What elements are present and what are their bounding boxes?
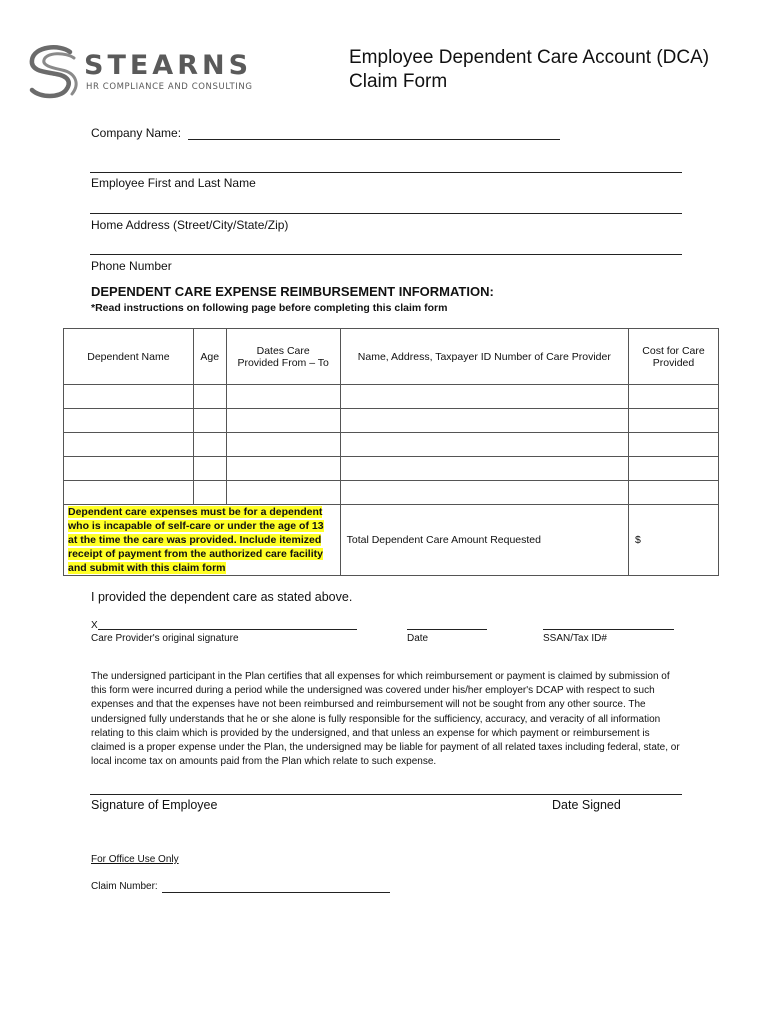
table-cell[interactable]: [629, 481, 719, 505]
table-cell[interactable]: [193, 481, 226, 505]
expense-table: [63, 328, 719, 576]
column-header: Cost for Care Provided: [629, 329, 719, 385]
certification-text: The undersigned participant in the Plan certifies that all expenses for which reimbursement or payment is claimed by submission of this form were incurred during a period while the undersigned was covered under his/her employer's DCAP with respect to such expenses and that the expenses have not been reimbursed and reimbursement will not be sought from any other source. The undersigned fully understands that he or she alone is fully responsible for the sufficiency, accuracy, and veracity of all information relating to this claim which is provided by the undersigned, and that unless an expense for which payment or reimbursement is claimed is a proper expense under the Plan, the undersigned may be liable for payment of all related taxes including federal, state, or local income tax on amounts paid from the Plan which relate to such expense.: [91, 671, 680, 768]
provider-ssan-field[interactable]: [543, 629, 674, 630]
table-row: [64, 433, 719, 457]
table-cell[interactable]: [629, 385, 719, 409]
column-header: Dependent Name: [64, 329, 194, 385]
logo-wordmark: STEARNS: [84, 50, 253, 81]
employee-name-label: Employee First and Last Name: [91, 176, 256, 190]
column-header: Age: [193, 329, 226, 385]
table-cell[interactable]: [226, 385, 340, 409]
table-cell[interactable]: [340, 433, 628, 457]
table-cell[interactable]: [226, 457, 340, 481]
table-cell[interactable]: [64, 409, 194, 433]
employee-name-field[interactable]: [90, 172, 682, 173]
table-cell[interactable]: [629, 409, 719, 433]
provider-signature-field[interactable]: [98, 629, 357, 630]
highlight-note-cell: [64, 505, 341, 576]
table-cell[interactable]: [226, 481, 340, 505]
provider-date-field[interactable]: [407, 629, 487, 630]
table-header-row: [64, 329, 719, 385]
form-title-line-2: Claim Form: [349, 71, 448, 92]
column-header: Dates Care Provided From – To: [226, 329, 340, 385]
x-mark: X: [91, 620, 98, 631]
claim-number-field[interactable]: [162, 892, 390, 893]
table-cell[interactable]: [64, 457, 194, 481]
table-cell[interactable]: [340, 385, 628, 409]
total-amount-field[interactable]: $: [629, 505, 719, 576]
company-logo: [26, 42, 256, 102]
table-cell[interactable]: [340, 457, 628, 481]
table-row: [64, 409, 719, 433]
table-cell[interactable]: [64, 481, 194, 505]
table-row: [64, 457, 719, 481]
provider-date-label: Date: [407, 633, 429, 644]
employee-signature-label: Signature of Employee: [91, 798, 218, 812]
date-signed-label: Date Signed: [552, 798, 621, 812]
provider-statement: I provided the dependent care as stated above.: [91, 590, 353, 604]
table-cell[interactable]: [193, 457, 226, 481]
logo-tagline: HR COMPLIANCE AND CONSULTING: [86, 82, 253, 92]
office-use-heading: For Office Use Only: [91, 854, 179, 865]
phone-number-field[interactable]: [90, 254, 682, 255]
employee-signature-field[interactable]: [90, 794, 682, 795]
form-title-line-1: Employee Dependent Care Account (DCA): [349, 47, 710, 68]
table-cell[interactable]: [226, 409, 340, 433]
total-label: Total Dependent Care Amount Requested: [340, 505, 628, 576]
section-note: *Read instructions on following page before completing this claim form: [91, 302, 448, 314]
table-cell[interactable]: [340, 409, 628, 433]
stearns-s-icon: [26, 42, 86, 102]
table-cell[interactable]: [193, 385, 226, 409]
table-cell[interactable]: [340, 481, 628, 505]
table-cell[interactable]: [629, 457, 719, 481]
highlight-note: Dependent care expenses must be for a dependent who is incapable of self-care or under the age of 13 at the time the care was provided. Include itemized receipt of payment from the authorized care facility and submit with this claim form: [68, 506, 324, 574]
table-row: [64, 481, 719, 505]
section-heading: DEPENDENT CARE EXPENSE REIMBURSEMENT INFORMATION:: [91, 284, 494, 299]
company-name-label: Company Name:: [91, 126, 182, 140]
table-cell[interactable]: [629, 433, 719, 457]
column-header: Name, Address, Taxpayer ID Number of Care Provider: [340, 329, 628, 385]
home-address-field[interactable]: [90, 213, 682, 214]
table-cell[interactable]: [64, 433, 194, 457]
form-title: [349, 46, 709, 94]
provider-signature-label: Care Provider's original signature: [91, 633, 239, 644]
phone-number-label: Phone Number: [91, 259, 172, 273]
total-row: [64, 505, 719, 576]
home-address-label: Home Address (Street/City/State/Zip): [91, 218, 289, 232]
provider-ssan-label: SSAN/Tax ID#: [543, 633, 607, 644]
table-cell[interactable]: [193, 409, 226, 433]
table-cell[interactable]: [64, 385, 194, 409]
table-row: [64, 385, 719, 409]
table-cell[interactable]: [226, 433, 340, 457]
company-name-field[interactable]: [188, 139, 560, 140]
table-cell[interactable]: [193, 433, 226, 457]
claim-number-label: Claim Number:: [91, 881, 158, 892]
